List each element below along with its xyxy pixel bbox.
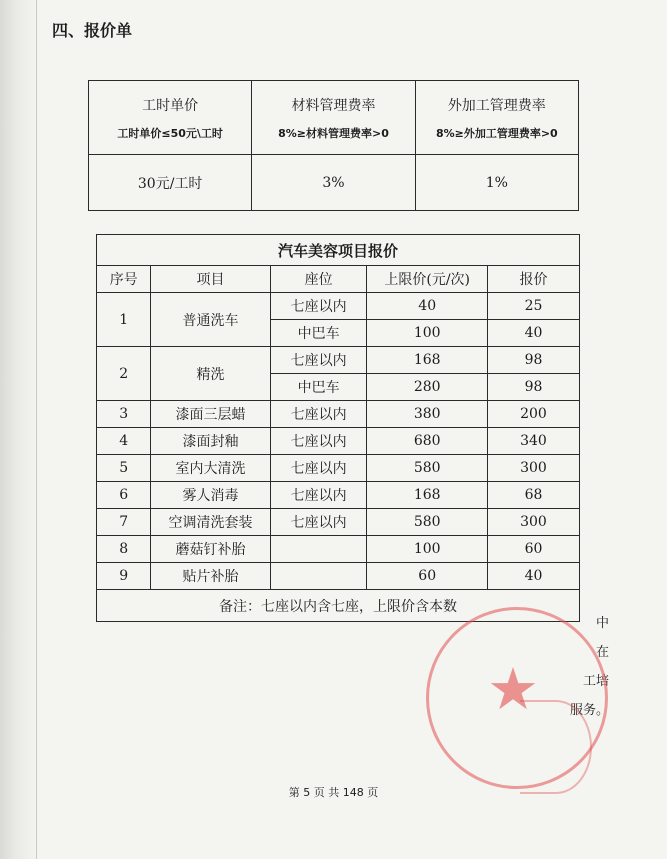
labor-header-cell — [89, 81, 252, 155]
row-seat: 七座以内 — [270, 347, 367, 374]
row-seat: 中巴车 — [270, 374, 367, 401]
row-price: 300 — [487, 455, 579, 482]
row-price: 200 — [487, 401, 579, 428]
row-no: 8 — [97, 536, 151, 563]
table-row — [97, 347, 580, 374]
labor-value: 30元/工时 — [89, 155, 252, 211]
row-limit: 280 — [367, 374, 488, 401]
side-text-line: 中 — [595, 616, 609, 631]
column-header: 项目 — [151, 266, 270, 293]
row-no: 9 — [97, 563, 151, 590]
labor-header-label: 工时单价 — [142, 97, 199, 114]
row-price: 68 — [487, 482, 579, 509]
column-header: 序号 — [97, 266, 151, 293]
row-limit: 168 — [367, 482, 488, 509]
beauty-price-table — [96, 234, 580, 622]
row-item: 蘑菇钉补胎 — [151, 536, 270, 563]
row-seat: 七座以内 — [270, 482, 367, 509]
labor-rate-table — [88, 80, 579, 211]
row-limit: 168 — [367, 347, 488, 374]
material-header-label: 材料管理费率 — [291, 97, 376, 114]
row-seat: 七座以内 — [270, 401, 367, 428]
row-price: 40 — [487, 320, 579, 347]
row-seat: 中巴车 — [270, 320, 367, 347]
table-title: 汽车美容项目报价 — [97, 235, 580, 266]
material-value: 3% — [252, 155, 415, 211]
star-icon: ★ — [487, 655, 539, 723]
table-row — [97, 509, 580, 536]
side-text-line: 服务。 — [569, 703, 609, 718]
partial-seal — [520, 700, 592, 794]
row-item: 漆面三层蜡 — [151, 401, 270, 428]
row-price: 40 — [487, 563, 579, 590]
row-limit: 100 — [367, 536, 488, 563]
row-no: 6 — [97, 482, 151, 509]
column-header: 上限价(元/次) — [367, 266, 488, 293]
row-limit: 60 — [367, 563, 488, 590]
row-seat — [270, 536, 367, 563]
header-row — [97, 266, 580, 293]
row-item: 雾人消毒 — [151, 482, 270, 509]
row-limit: 40 — [367, 293, 488, 320]
page-number: 第 5 页 共 148 页 — [288, 786, 379, 799]
row-price: 98 — [487, 347, 579, 374]
material-header-cell — [252, 81, 415, 155]
row-item: 空调清洗套装 — [151, 509, 270, 536]
table-row — [97, 536, 580, 563]
row-no: 5 — [97, 455, 151, 482]
row-price: 25 — [487, 293, 579, 320]
row-item: 普通洗车 — [151, 293, 270, 347]
row-limit: 580 — [367, 509, 488, 536]
row-item: 精洗 — [151, 347, 270, 401]
row-seat — [270, 563, 367, 590]
table-row — [97, 563, 580, 590]
row-no: 4 — [97, 428, 151, 455]
row-limit: 100 — [367, 320, 488, 347]
table-row — [97, 455, 580, 482]
row-no: 7 — [97, 509, 151, 536]
row-price: 60 — [487, 536, 579, 563]
row-price: 300 — [487, 509, 579, 536]
row-item: 漆面封釉 — [151, 428, 270, 455]
section-heading: 四、报价单 — [52, 21, 133, 40]
table-note: 备注：七座以内含七座，上限价含本数 — [97, 590, 580, 622]
column-header: 报价 — [487, 266, 579, 293]
page-gutter — [0, 0, 38, 859]
row-no: 2 — [97, 347, 151, 401]
row-limit: 580 — [367, 455, 488, 482]
table-row — [97, 428, 580, 455]
row-seat: 七座以内 — [270, 428, 367, 455]
labor-condition-label: 工时单价≤50元\工时 — [117, 126, 223, 140]
side-text-line: 工培 — [582, 674, 609, 689]
row-price: 340 — [487, 428, 579, 455]
side-text-line: 在 — [595, 645, 609, 660]
row-seat: 七座以内 — [270, 509, 367, 536]
table-row — [97, 293, 580, 320]
outsource-header-cell — [415, 81, 578, 155]
row-item: 室内大清洗 — [151, 455, 270, 482]
material-condition-label: 8%≥材料管理费率>0 — [278, 126, 389, 140]
outsource-value: 1% — [415, 155, 578, 211]
row-limit: 680 — [367, 428, 488, 455]
row-item: 贴片补胎 — [151, 563, 270, 590]
row-limit: 380 — [367, 401, 488, 428]
outsource-header-label: 外加工管理费率 — [447, 97, 546, 114]
row-seat: 七座以内 — [270, 455, 367, 482]
table-row — [97, 482, 580, 509]
table-row — [97, 401, 580, 428]
row-price: 98 — [487, 374, 579, 401]
row-seat: 七座以内 — [270, 293, 367, 320]
outsource-condition-label: 8%≥外加工管理费率>0 — [435, 126, 558, 140]
row-no: 1 — [97, 293, 151, 347]
column-header: 座位 — [270, 266, 367, 293]
row-no: 3 — [97, 401, 151, 428]
